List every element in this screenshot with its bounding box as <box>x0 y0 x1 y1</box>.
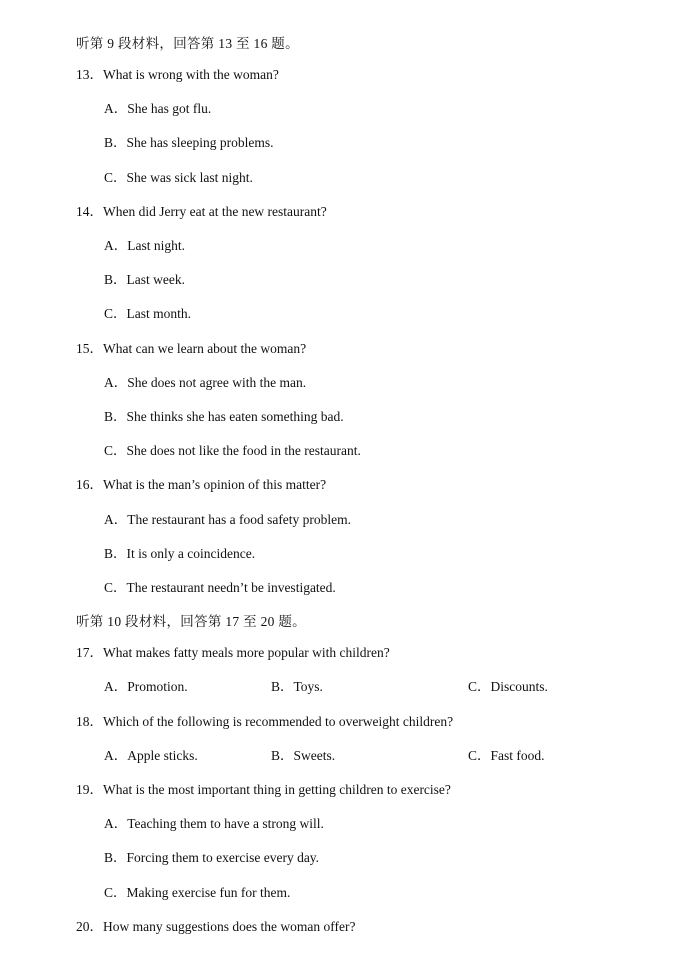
question-15-option-a: A．She does not agree with the man. <box>104 375 307 390</box>
question-14-option-c: C．Last month. <box>104 306 191 321</box>
question-17-option-c: C．Discounts. <box>468 679 548 694</box>
section-heading-9: 听第 9 段材料，回答第 13 至 16 题。 <box>76 36 299 51</box>
question-19-option-b: B．Forcing them to exercise every day. <box>104 850 320 865</box>
question-13-option-c: C．She was sick last night. <box>104 170 253 185</box>
question-15-option-c: C．She does not like the food in the restaurant. <box>104 443 361 458</box>
section-heading-10: 听第 10 段材料，回答第 17 至 20 题。 <box>76 614 306 629</box>
question-13-option-b: B．She has sleeping problems. <box>104 135 274 150</box>
question-13-stem: 13．What is wrong with the woman? <box>76 67 279 82</box>
question-15-stem: 15．What can we learn about the woman? <box>76 341 307 356</box>
question-18-stem: 18．Which of the following is recommended to overweight children? <box>76 714 454 729</box>
question-14-stem: 14．When did Jerry eat at the new restaurant? <box>76 204 327 219</box>
question-16-stem: 16．What is the man’s opinion of this matter? <box>76 477 327 492</box>
question-17-stem: 17．What makes fatty meals more popular with children? <box>76 645 390 660</box>
question-19-stem: 19．What is the most important thing in getting children to exercise? <box>76 782 451 797</box>
question-17-option-b: B．Toys. <box>271 679 323 694</box>
question-14-option-a: A．Last night. <box>104 238 185 253</box>
question-14-option-b: B．Last week. <box>104 272 185 287</box>
question-17-option-a: A．Promotion. <box>104 679 188 694</box>
question-18-option-b: B．Sweets. <box>271 748 336 763</box>
question-19-option-a: A．Teaching them to have a strong will. <box>104 816 324 831</box>
question-18-option-c: C．Fast food. <box>468 748 545 763</box>
question-20-stem: 20．How many suggestions does the woman offer? <box>76 919 356 934</box>
question-16-option-b: B．It is only a coincidence. <box>104 546 256 561</box>
question-16-option-a: A．The restaurant has a food safety problem. <box>104 512 352 527</box>
question-16-option-c: C．The restaurant needn’t be investigated. <box>104 580 336 595</box>
question-13-option-a: A．She has got flu. <box>104 101 212 116</box>
question-15-option-b: B．She thinks she has eaten something bad. <box>104 409 344 424</box>
question-19-option-c: C．Making exercise fun for them. <box>104 885 291 900</box>
question-18-option-a: A．Apple sticks. <box>104 748 198 763</box>
